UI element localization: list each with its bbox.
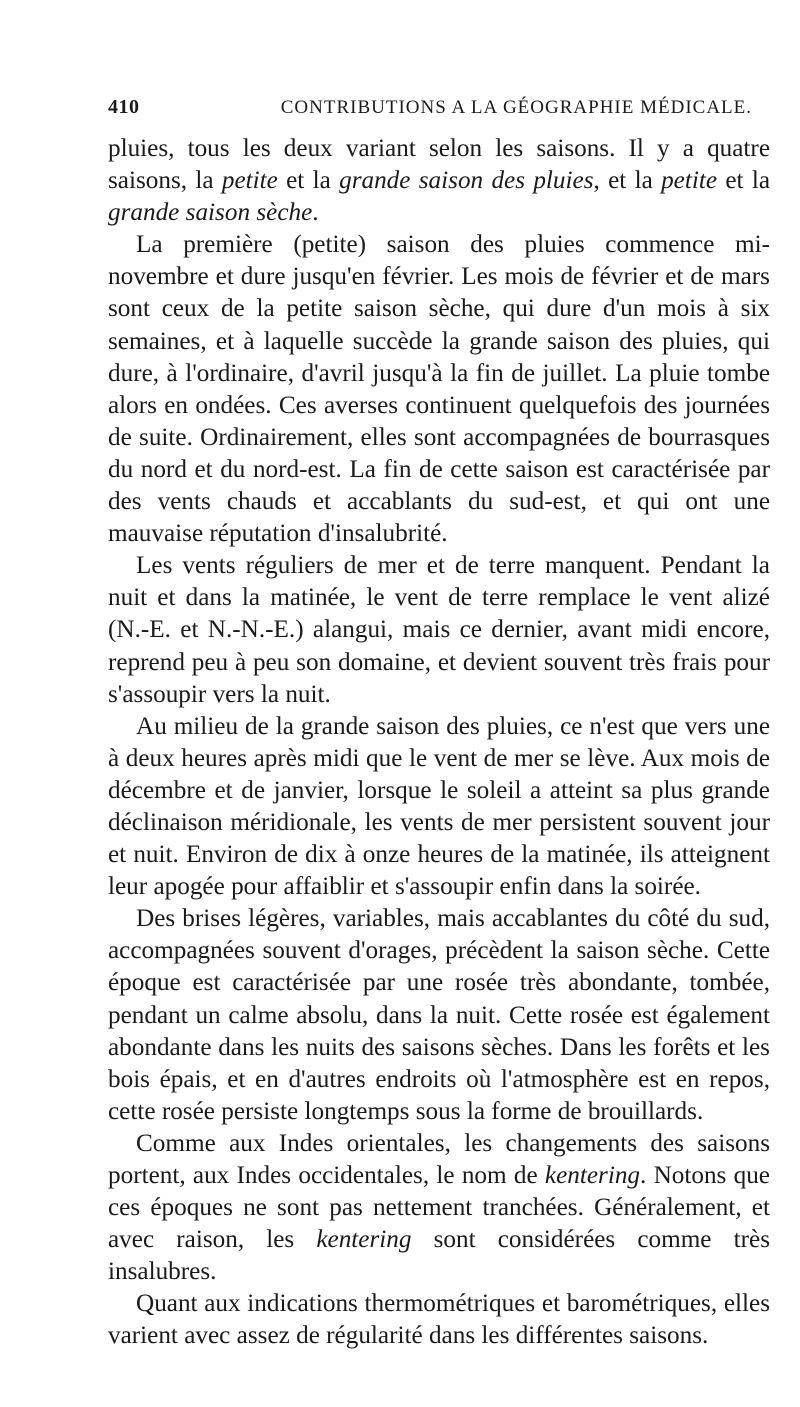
paragraph-text: pluies, tous les deux variant selon les saisons. Il y a quatre saisons, la [108, 135, 770, 195]
paragraph-text: et la [717, 167, 770, 195]
page-number: 410 [108, 96, 140, 118]
paragraph-text: et la [277, 167, 340, 195]
italic-term: petite [221, 167, 278, 195]
paragraph-text: . Notons que ces époques ne sont pas nettement tranchées. Généralement, et avec raison, les [108, 1162, 770, 1254]
italic-term: petite [661, 167, 718, 195]
paragraph-text: Comme aux Indes orientales, les changements des saisons portent, aux Indes occidentales, le nom de [108, 1129, 770, 1189]
paragraph [108, 711, 770, 904]
paragraph-text: Au milieu de la grande saison des pluies, ce n'est que vers une à deux heures après midi que le vent de mer se lève. Aux mois de décembre et de janvier, lorsque le soleil a atteint sa plus grande déclinaison méridionale, les vents de mer persistent souvent jour et nuit. Environ de dix à onze heures de la matinée, ils atteignent leur apogée pour affaiblir et s'assoupir enfin dans la soirée. [108, 712, 770, 901]
paragraph [108, 133, 770, 229]
italic-term: kentering [544, 1162, 641, 1189]
running-head [108, 96, 770, 119]
paragraph [108, 229, 770, 550]
paragraph [108, 550, 770, 710]
body-text [108, 133, 770, 1353]
italic-term: kentering [316, 1226, 412, 1254]
paragraph-text: Des brises légères, variables, mais accablantes du côté du sud, accompagnées souvent d'orages, précèdent la saison sèche. Cette époque est caractérisée par une rosée très abondante, tombée, pendant un calme absolu, dans la nuit. Cette rosée est également abondante dans les nuits des saisons sèches. Dans les forêts et les bois épais, et en d'autres endroits où l'atmosphère est en repos, cette rosée persiste longtemps sous la forme de brouillards. [108, 905, 770, 1125]
paragraph-text: sont considérées comme très insalubres. [108, 1226, 770, 1286]
paragraph [108, 1128, 770, 1288]
running-title: CONTRIBUTIONS A LA GÉOGRAPHIE MÉDICALE. [280, 97, 752, 118]
paragraph-text: Quant aux indications thermométriques et barométriques, elles varient avec assez de régularité dans les différentes saisons. [108, 1290, 770, 1350]
paragraph-text: . [312, 199, 319, 227]
paragraph [108, 1288, 770, 1352]
paragraph-text: La première (petite) saison des pluies commence mi-novembre et dure jusqu'en février. Les mois de février et de mars sont ceux de la petite saison sèche, qui dure d'un mois à six semaines, et à laquelle succède la grande saison des pluies, qui dure, à l'ordinaire, d'avril jusqu'à la fin de juillet. La pluie tombe alors en ondées. Ces averses continuent quelquefois des journées de suite. Ordinairement, elles sont accompagnées de bourrasques du nord et du nord-est. La fin de cette saison est caractérisée par des vents chauds et accablants du sud-est, et qui ont une mauvaise réputation d'insalubrité. [108, 231, 770, 548]
book-page [108, 96, 770, 1353]
paragraph-text: , et la [593, 167, 662, 195]
italic-term: grande saison sèche [108, 199, 313, 227]
paragraph [108, 903, 770, 1128]
paragraph-text: Les vents réguliers de mer et de terre manquent. Pendant la nuit et dans la matinée, le vent de terre remplace le vent alizé (N.-E. et N.-N.-E.) alangui, mais ce dernier, avant midi encore, reprend peu à peu son domaine, et devient souvent très frais pour s'assoupir vers la nuit. [108, 552, 770, 708]
italic-term: grande saison des pluies [339, 167, 594, 195]
